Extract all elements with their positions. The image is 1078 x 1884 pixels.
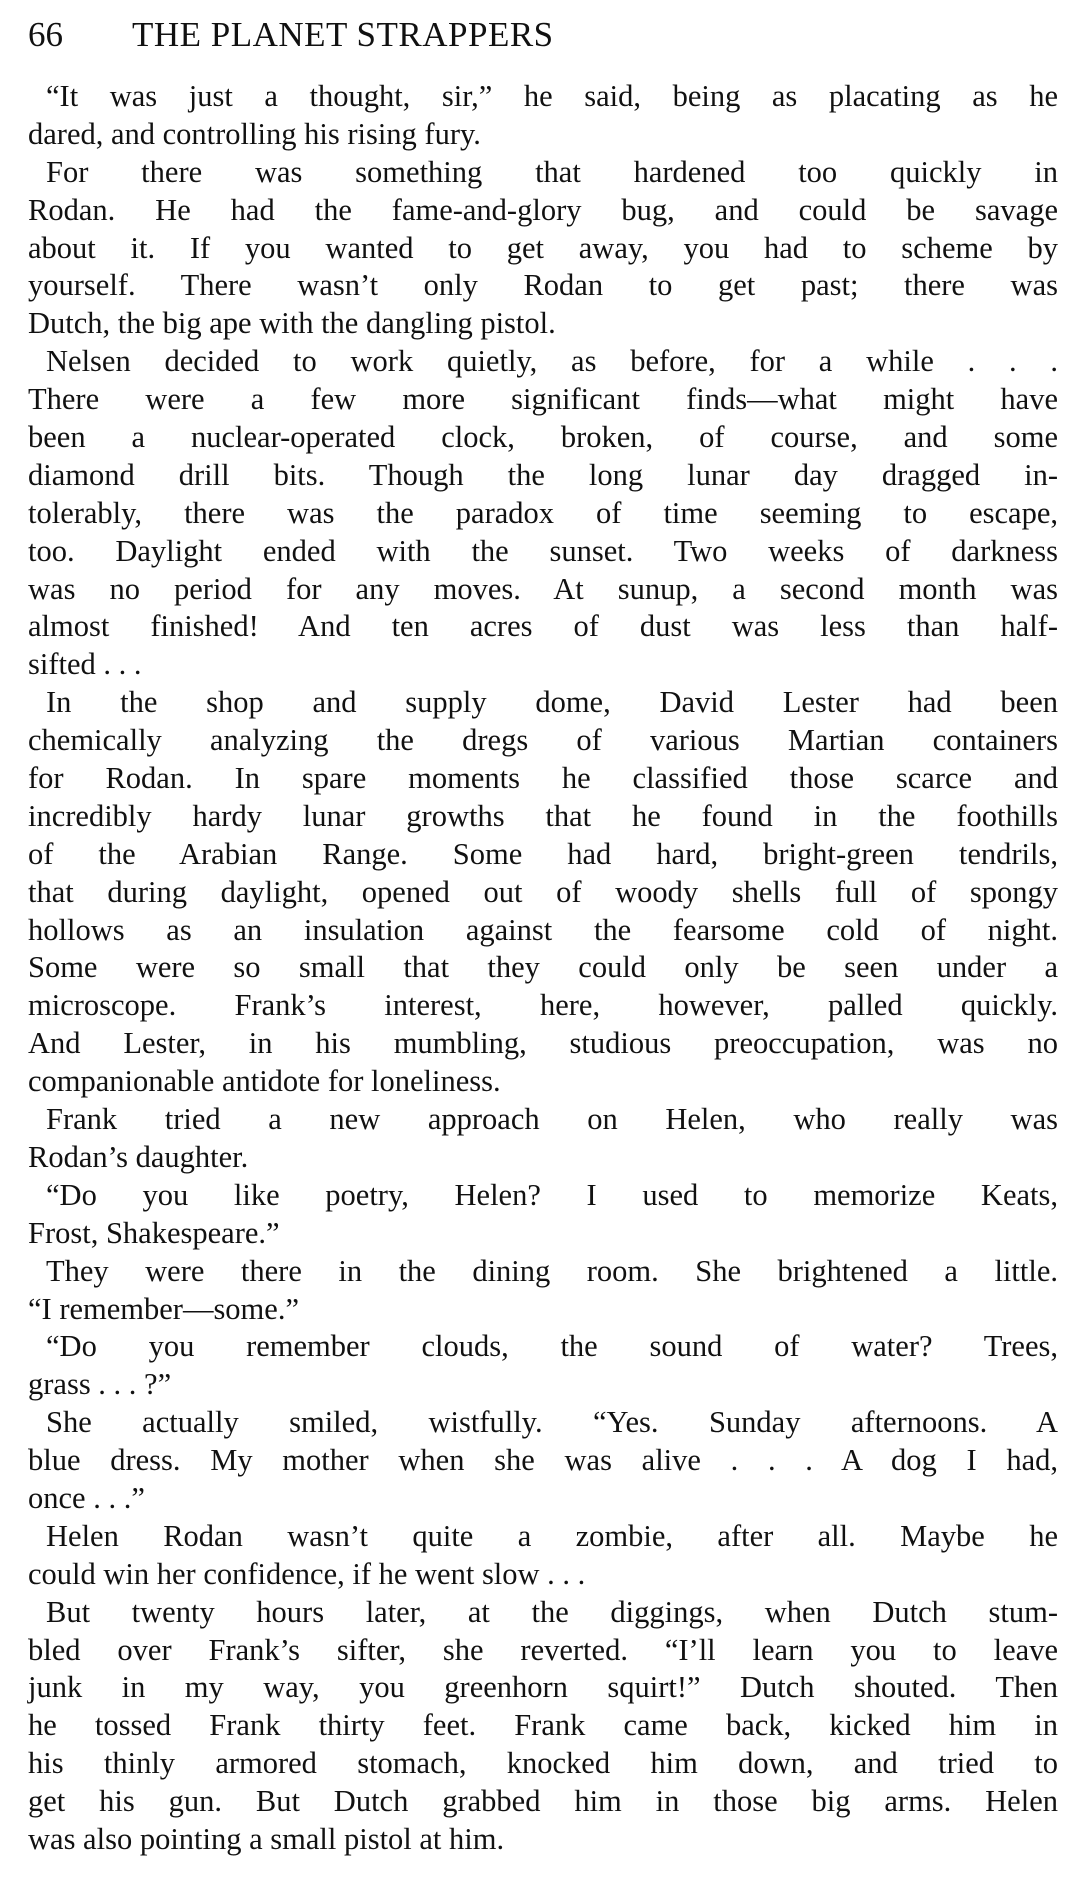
text-line: Nelsen decided to work quietly, as before, for a while . . . xyxy=(46,344,1058,379)
text-line: blue dress. My mother when she was alive . . . A dog I had, xyxy=(28,1443,1058,1478)
text-line: get his gun. But Dutch grabbed him in those big arms. Helen xyxy=(28,1784,1058,1819)
text-line: once . . .” xyxy=(28,1480,145,1515)
text-line: hollows as an insulation against the fearsome cold of night. xyxy=(28,912,1058,947)
text-line: tolerably, there was the paradox of time seeming to escape, xyxy=(28,495,1058,530)
text-line: microscope. Frank’s interest, here, however, palled quickly. xyxy=(28,988,1058,1023)
text-line: They were there in the dining room. She brightened a little. xyxy=(46,1253,1058,1288)
running-header xyxy=(28,10,1058,60)
text-line: Some were so small that they could only be seen under a xyxy=(28,950,1058,985)
text-line: She actually smiled, wistfully. “Yes. Sunday afternoons. A xyxy=(46,1405,1058,1440)
text-line: too. Daylight ended with the sunset. Two weeks of darkness xyxy=(28,533,1058,568)
text-line: dared, and controlling his rising fury. xyxy=(28,116,481,151)
text-line: bled over Frank’s sifter, she reverted. “I’ll learn you to leave xyxy=(28,1632,1058,1667)
text-line: for Rodan. In spare moments he classified those scarce and xyxy=(28,761,1058,796)
text-line: grass . . . ?” xyxy=(28,1367,172,1402)
book-title: THE PLANET STRAPPERS xyxy=(132,15,554,54)
text-line: companionable antidote for loneliness. xyxy=(28,1064,501,1099)
body-text xyxy=(28,78,1058,1859)
text-line: could win her confidence, if he went slow . . . xyxy=(28,1556,586,1591)
text-line: he tossed Frank thirty feet. Frank came back, kicked him in xyxy=(28,1708,1058,1743)
text-line: about it. If you wanted to get away, you had to scheme by xyxy=(28,230,1058,265)
text-line: “Do you like poetry, Helen? I used to memorize Keats, xyxy=(46,1177,1058,1212)
text-line: There were a few more significant finds—what might have xyxy=(28,382,1058,417)
text-line: Helen Rodan wasn’t quite a zombie, after all. Maybe he xyxy=(46,1518,1058,1553)
text-line: almost finished! And ten acres of dust was less than half- xyxy=(28,609,1058,644)
text-line: Dutch, the big ape with the dangling pistol. xyxy=(28,306,556,341)
text-line: sifted . . . xyxy=(28,647,142,682)
text-line: his thinly armored stomach, knocked him down, and tried to xyxy=(28,1746,1058,1781)
text-line: chemically analyzing the dregs of various Martian containers xyxy=(28,723,1058,758)
text-line: incredibly hardy lunar growths that he found in the foothills xyxy=(28,798,1058,833)
text-line: Rodan. He had the fame-and-glory bug, and could be savage xyxy=(28,192,1058,227)
text-line: But twenty hours later, at the diggings, when Dutch stum- xyxy=(46,1594,1058,1629)
text-line: “It was just a thought, sir,” he said, being as placating as he xyxy=(46,79,1058,113)
text-line: In the shop and supply dome, David Lester had been xyxy=(46,685,1058,720)
text-line: “Do you remember clouds, the sound of water? Trees, xyxy=(46,1329,1058,1364)
text-line: And Lester, in his mumbling, studious preoccupation, was no xyxy=(28,1026,1058,1061)
text-line: was also pointing a small pistol at him. xyxy=(28,1821,505,1856)
text-line: of the Arabian Range. Some had hard, bright-green tendrils, xyxy=(28,836,1058,871)
text-line: Rodan’s daughter. xyxy=(28,1139,249,1174)
page-number: 66 xyxy=(28,15,63,54)
text-line: junk in my way, you greenhorn squirt!” Dutch shouted. Then xyxy=(28,1670,1058,1705)
text-line: that during daylight, opened out of woody shells full of spongy xyxy=(28,874,1058,909)
text-line: For there was something that hardened too quickly in xyxy=(46,154,1058,189)
text-line: diamond drill bits. Though the long lunar day dragged in- xyxy=(28,457,1058,492)
text-line: was no period for any moves. At sunup, a second month was xyxy=(28,571,1058,606)
text-line: Frost, Shakespeare.” xyxy=(28,1215,280,1250)
text-line: Frank tried a new approach on Helen, who really was xyxy=(46,1102,1058,1137)
text-line: yourself. There wasn’t only Rodan to get past; there was xyxy=(28,268,1058,303)
text-line: been a nuclear-operated clock, broken, of course, and some xyxy=(28,420,1058,455)
text-line: “I remember—some.” xyxy=(28,1291,299,1326)
